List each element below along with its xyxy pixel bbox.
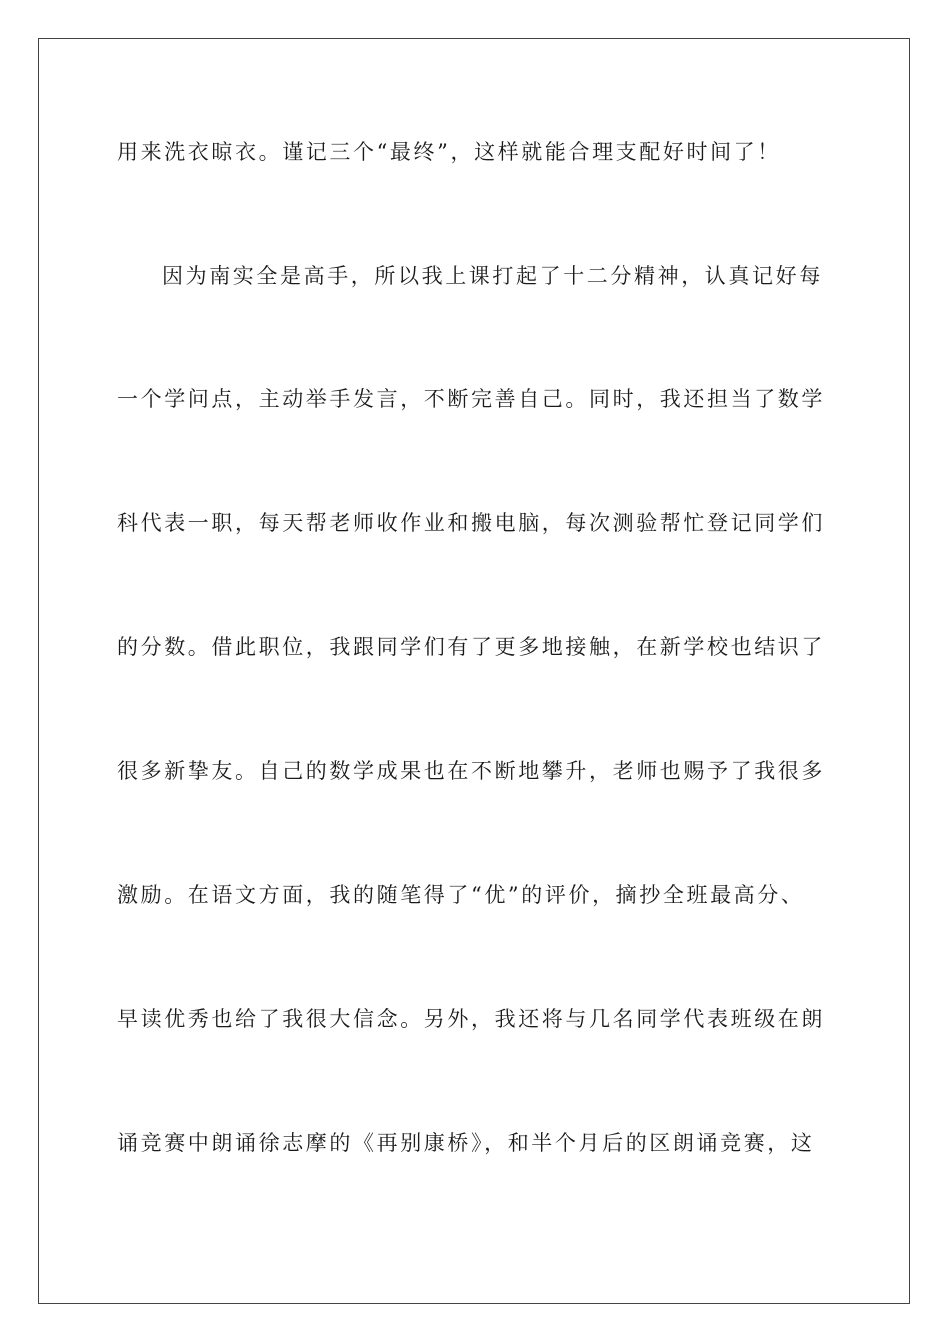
text-line-5: 的分数。借此职位，我跟同学们有了更多地接触，在新学校也结识了 (117, 635, 825, 659)
text-line-3: 一个学问点，主动举手发言，不断完善自己。同时，我还担当了数学 (117, 387, 825, 411)
text-line-9: 诵竞赛中朗诵徐志摩的《再别康桥》，和半个月后的区朗诵竞赛，这 (117, 1131, 815, 1155)
text-line-7: 激励。在语文方面，我的随笔得了“优”的评价，摘抄全班最高分、 (117, 883, 805, 907)
text-line-1: 用来洗衣晾衣。谨记三个“最终”，这样就能合理支配好时间了！ (117, 140, 781, 164)
text-line-2: 因为南实全是高手，所以我上课打起了十二分精神，认真记好每 (162, 264, 823, 288)
page-border (38, 38, 910, 1304)
text-line-8: 早读优秀也给了我很大信念。另外，我还将与几名同学代表班级在朗 (117, 1007, 825, 1031)
text-line-4: 科代表一职，每天帮老师收作业和搬电脑，每次测验帮忙登记同学们 (117, 511, 825, 535)
text-line-6: 很多新挚友。自己的数学成果也在不断地攀升，老师也赐予了我很多 (117, 759, 825, 783)
